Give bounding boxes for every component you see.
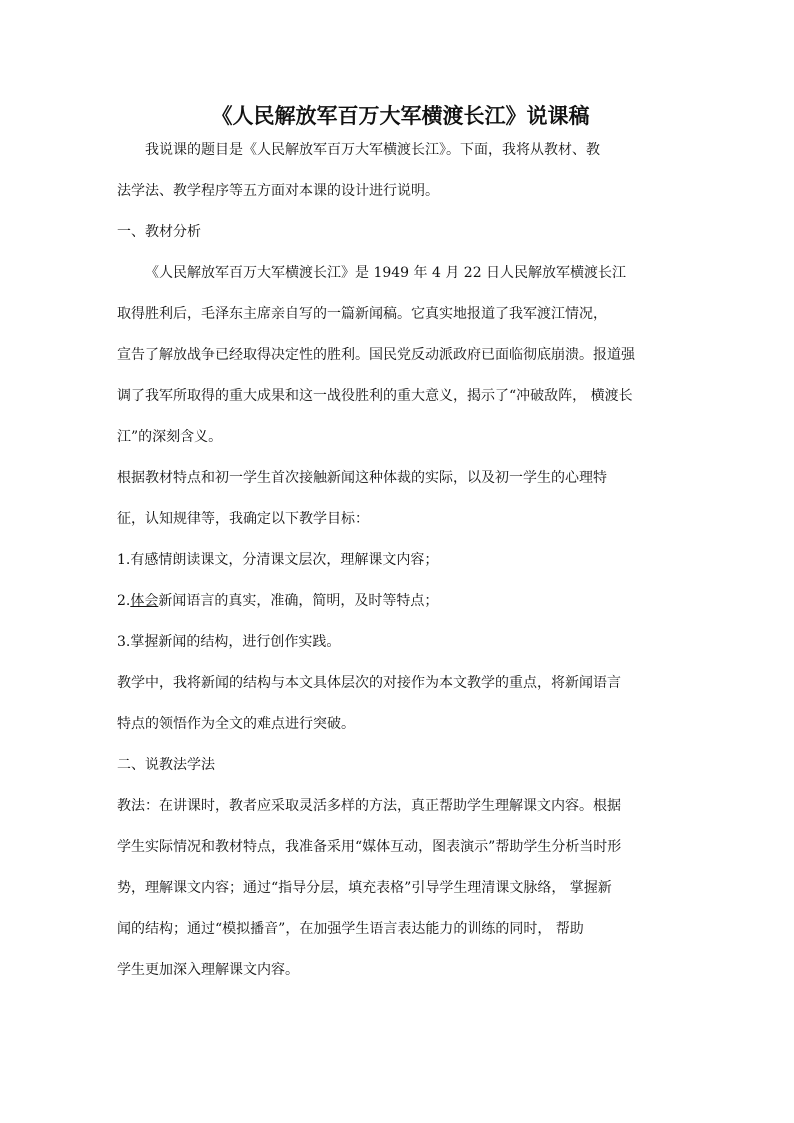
intro-line-2: 法学法、教学程序等五方面对本课的设计进行说明。 xyxy=(117,183,439,199)
document-title: 《人民解放军百万大军横渡长江》说课稿 xyxy=(211,103,590,128)
paragraph-line: 《人民解放军百万大军横渡长江》是 1949 年 4 月 22 日人民解放军横渡长江 xyxy=(145,265,627,281)
section-1-paragraph-2 xyxy=(117,468,684,550)
paragraph-line: 教法：在讲课时，教者应采取灵活多样的方法，真正帮助学生理解课文内容。根据 xyxy=(117,798,621,814)
paragraph-line: 取得胜利后，毛泽东主席亲自写的一篇新闻稿。它真实地报道了我军渡江情况， xyxy=(117,306,607,322)
paragraph-line: 特点的领悟作为全文的难点进行突破。 xyxy=(117,716,355,732)
paragraph-line: 征，认知规律等，我确定以下教学目标： xyxy=(117,511,369,527)
intro-line-1: 我说课的题目是《人民解放军百万大军横渡长江》。下面，我将从教材、教 xyxy=(145,142,600,158)
teaching-goal-2 xyxy=(117,591,684,611)
paragraph-line: 学生更加深入理解课文内容。 xyxy=(117,962,299,978)
underlined-text: 体会 xyxy=(130,593,159,609)
paragraph-line: 根据教材特点和初一学生首次接触新闻这种体裁的实际，以及初一学生的心理特 xyxy=(117,470,607,486)
teaching-goal-3: 3.掌握新闻的结构，进行创作实践。 xyxy=(117,634,341,650)
paragraph-line: 学生实际情况和教材特点，我准备采用“媒体互动，图表演示”帮助学生分析当时形 xyxy=(117,839,622,855)
goal-text: 新闻语言的真实，准确，简明，及时等特点； xyxy=(158,593,439,609)
paragraph-line: 江”的深刻含义。 xyxy=(117,429,223,445)
paragraph-line: 势，理解课文内容；通过“指导分层，填充表格”引导学生理清课文脉络， 掌握新 xyxy=(117,880,612,896)
section-1-paragraph-3 xyxy=(117,673,684,755)
section-1-paragraph-1 xyxy=(117,263,684,468)
goal-number: 2. xyxy=(117,593,131,609)
teaching-goal-1: 1.有感情朗读课文，分清课文层次，理解课文内容； xyxy=(117,552,439,568)
document-page xyxy=(117,96,684,980)
paragraph-line: 闻的结构；通过“模拟播音”，在加强学生语言表达能力的训练的同时， 帮助 xyxy=(117,921,584,937)
section-1-heading: 一、教材分析 xyxy=(117,224,201,240)
paragraph-line: 教学中，我将新闻的结构与本文具体层次的对接作为本文教学的重点，将新闻语言 xyxy=(117,675,621,691)
paragraph-line: 调了我军所取得的重大成果和这一战役胜利的重大意义，揭示了“冲破敌阵， 横渡长 xyxy=(117,388,633,404)
paragraph-line: 宣告了解放战争已经取得决定性的胜利。国民党反动派政府已面临彻底崩溃。报道强 xyxy=(117,347,635,363)
intro-paragraph xyxy=(117,140,684,222)
section-2-paragraph-1 xyxy=(117,796,684,980)
section-2-heading: 二、说教法学法 xyxy=(117,757,215,773)
